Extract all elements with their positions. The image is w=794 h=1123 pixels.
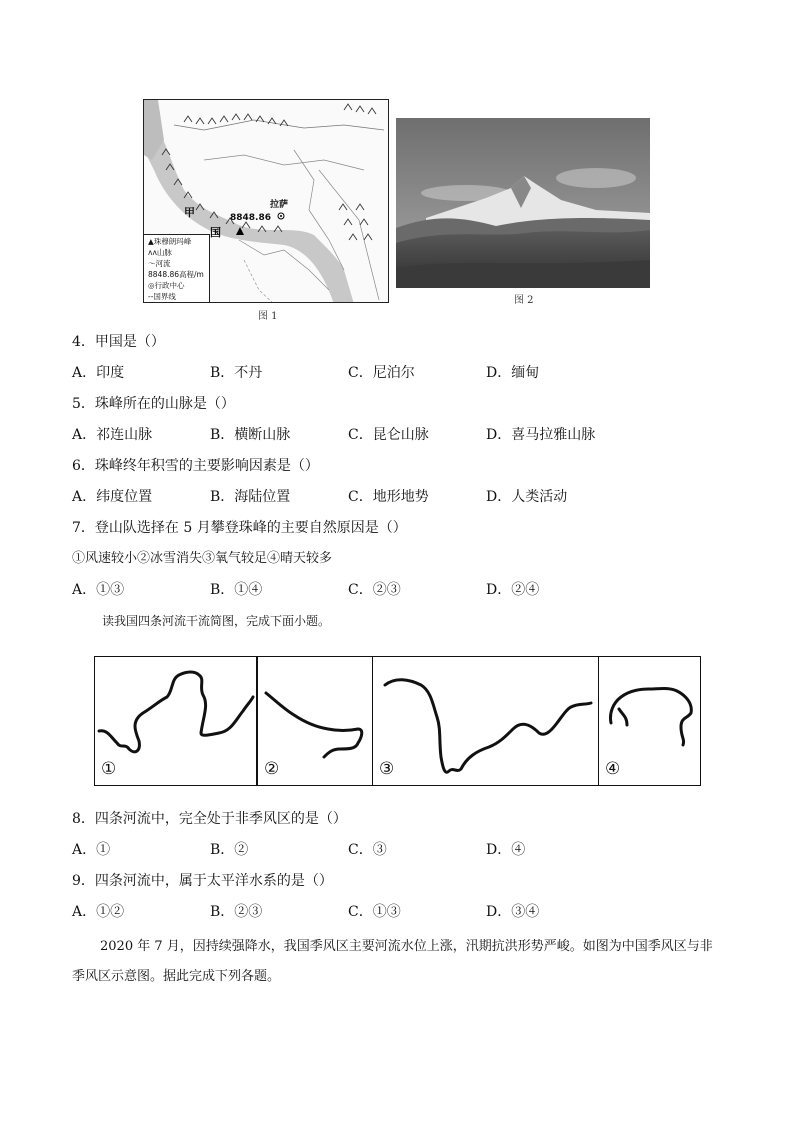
river-1-course <box>95 657 255 784</box>
legend-everest: ▲珠穆朗玛峰 <box>148 237 192 246</box>
monsoon-intro: 2020 年 7 月，因持续强降水，我国季风区主要河流水位上涨，汛期抗洪形势严峻。如图为中国季风区与非季风区示意图。据此完成下列各题。 <box>72 939 713 984</box>
figure-2-photo <box>396 118 650 288</box>
q6-option-a[interactable]: A．纬度位置 <box>72 489 153 505</box>
river-2-label: ② <box>264 759 280 779</box>
question-6 <box>72 457 319 475</box>
q7-option-c[interactable]: C．②③ <box>348 582 401 598</box>
everest-photo <box>396 118 650 288</box>
q9-option-c[interactable]: C．①③ <box>348 904 401 920</box>
legend-river: 〜河流 <box>148 259 171 268</box>
q8-option-a[interactable]: A．① <box>72 842 111 858</box>
legend-border: --国界线 <box>148 292 176 301</box>
river-panel-1 <box>94 656 257 786</box>
river-4-label: ④ <box>605 759 621 779</box>
q5-option-c[interactable]: C．昆仑山脉 <box>348 427 429 443</box>
question-text: 珠峰所在的山脉是（） <box>94 396 235 412</box>
question-9 <box>72 872 333 890</box>
q6-option-c[interactable]: C．地形地势 <box>348 489 429 505</box>
q4-option-d[interactable]: D．缅甸 <box>486 365 540 381</box>
question-4 <box>72 333 165 351</box>
q9-option-b[interactable]: B．②③ <box>210 904 263 920</box>
map-label-guo: 国 <box>210 226 221 239</box>
question-number: 7． <box>72 520 95 536</box>
q5-option-b[interactable]: B．横断山脉 <box>210 427 291 443</box>
q5-option-a[interactable]: A．祁连山脉 <box>72 427 153 443</box>
question-8 <box>72 810 347 828</box>
q6-option-b[interactable]: B．海陆位置 <box>210 489 291 505</box>
question-text: 甲国是（） <box>94 334 165 350</box>
q4-option-b[interactable]: B．不丹 <box>210 365 263 381</box>
river-1-label: ① <box>101 759 117 779</box>
q7-option-d[interactable]: D．②④ <box>486 582 540 598</box>
map-label-elevation: 8848.86 <box>230 213 271 223</box>
question-5 <box>72 395 235 413</box>
q7-option-a[interactable]: A．①③ <box>72 582 125 598</box>
q5-option-d[interactable]: D．喜马拉雅山脉 <box>486 427 596 443</box>
map-label-lhasa: 拉萨 <box>270 200 289 210</box>
q4-option-a[interactable]: A．印度 <box>72 365 125 381</box>
q8-option-b[interactable]: B．② <box>210 842 249 858</box>
q8-option-c[interactable]: C．③ <box>348 842 387 858</box>
q6-option-d[interactable]: D．人类活动 <box>486 489 568 505</box>
rivers-intro: 读我国四条河流干流简图，完成下面小题。 <box>102 614 331 628</box>
question-text: 珠峰终年积雪的主要影响因素是（） <box>94 458 319 474</box>
q4-option-c[interactable]: C．尼泊尔 <box>348 365 415 381</box>
map-label-jia: 甲 <box>184 206 195 219</box>
question-text: 登山队选择在 5 月攀登珠峰的主要自然原因是（） <box>94 520 407 536</box>
q8-option-d[interactable]: D．④ <box>486 842 526 858</box>
map-legend <box>144 234 210 303</box>
figure-1-caption: 图 1 <box>258 311 278 322</box>
question-7-statements: ①风速较小②冰雪消失③氧气较足④晴天较多 <box>72 551 333 566</box>
q7-option-b[interactable]: B．①④ <box>210 582 263 598</box>
question-text: 四条河流中，完全处于非季风区的是（） <box>94 811 347 827</box>
question-7 <box>72 519 407 537</box>
river-3-course <box>373 657 597 784</box>
figure-2-caption: 图 2 <box>514 295 534 306</box>
legend-capital: ◎行政中心 <box>148 281 185 290</box>
question-number: 6． <box>72 458 95 474</box>
river-panel-2 <box>257 656 373 786</box>
figure-1-map <box>143 99 389 303</box>
question-number: 5． <box>72 396 95 412</box>
question-number: 8． <box>72 811 95 827</box>
river-panel-3 <box>372 656 599 786</box>
question-text: 四条河流中，属于太平洋水系的是（） <box>94 873 333 889</box>
legend-mountain: ʌʌ山脉 <box>148 248 172 257</box>
question-number: 4． <box>72 334 95 350</box>
q9-option-d[interactable]: D．③④ <box>486 904 540 920</box>
river-panel-4 <box>598 656 701 786</box>
legend-elevation: 8848.86高程/m <box>148 270 204 279</box>
question-number: 9． <box>72 873 95 889</box>
river-3-label: ③ <box>379 759 395 779</box>
q9-option-a[interactable]: A．①② <box>72 904 125 920</box>
